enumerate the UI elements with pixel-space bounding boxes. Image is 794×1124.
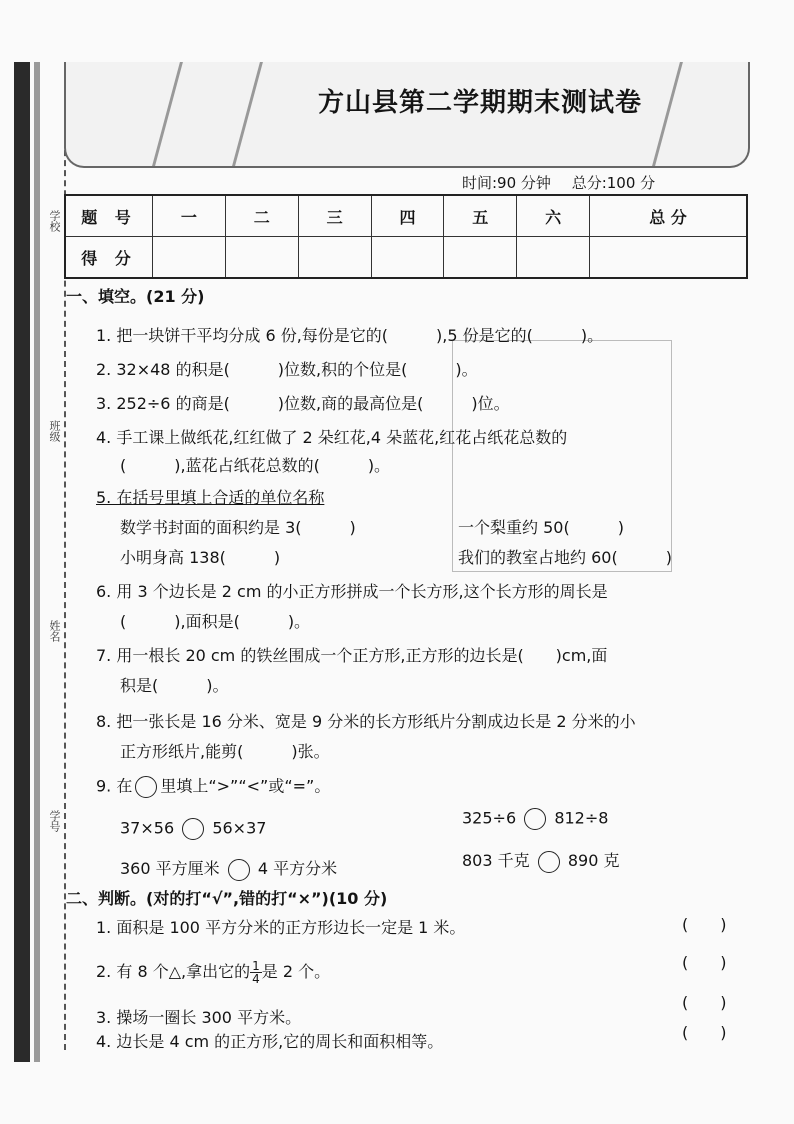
side-label-name: 姓名: [48, 620, 61, 642]
compare-item: [120, 856, 337, 881]
answer-bracket[interactable]: ( ): [682, 953, 727, 972]
judge-item-2-tail: 是 2 个。: [261, 962, 331, 981]
answer-circle[interactable]: [182, 818, 204, 840]
score-cell[interactable]: [371, 237, 444, 279]
compare-item: [462, 848, 619, 873]
banner-decoration: [232, 62, 263, 166]
judge-item-1: 1. 面积是 100 平方分米的正方形边长一定是 1 米。: [96, 918, 466, 937]
banner-decoration: [152, 62, 183, 166]
section-2-heading: 二、判断。(对的打“√”,错的打“×”)(10 分): [66, 889, 388, 908]
row-label: 得 分: [65, 237, 153, 279]
fraction-numerator: 1: [252, 959, 260, 973]
score-cell[interactable]: [153, 237, 226, 279]
compare-right: 56×37: [212, 818, 267, 838]
judge-item-2-lead: 2. 有 8 个△,拿出它的: [96, 962, 251, 981]
compare-right: 4 平方分米: [257, 859, 338, 878]
question-7: 7. 用一根长 20 cm 的铁丝围成一个正方形,正方形的边长是( )cm,面: [96, 646, 608, 665]
column-header: 四: [371, 195, 444, 237]
question-1: 1. 把一块饼干平均分成 6 份,每份是它的( ),5 份是它的( )。: [96, 326, 604, 345]
compare-left: 37×56: [120, 818, 175, 838]
compare-circle-icon: [135, 776, 157, 798]
score-cell[interactable]: [444, 237, 517, 279]
binding-strip: [14, 62, 30, 1062]
compare-item: [462, 808, 608, 830]
question-4-cont: ( ),蓝花占纸花总数的( )。: [120, 456, 391, 475]
compare-right: 812÷8: [554, 808, 609, 828]
answer-bracket[interactable]: ( ): [682, 1023, 727, 1042]
fraction: [250, 960, 262, 985]
compare-left: 803 千克: [462, 851, 530, 870]
compare-item: [120, 818, 266, 840]
question-9: [96, 776, 330, 798]
score-cell[interactable]: [225, 237, 298, 279]
column-header: 一: [153, 195, 226, 237]
fraction-denominator: 4: [252, 972, 260, 986]
page-title: 方山县第二学期期末测试卷: [318, 88, 643, 118]
compare-left: 360 平方厘米: [120, 859, 220, 878]
total-label: 总分:100 分: [571, 174, 656, 192]
question-8-cont: 正方形纸片,能剪( )张。: [120, 742, 330, 761]
score-table-score-row: [65, 237, 747, 279]
question-6-cont: ( ),面积是( )。: [120, 612, 311, 631]
column-header: 总 分: [590, 195, 747, 237]
side-label-class: 班级: [48, 420, 61, 442]
binding-strip-shadow: [34, 62, 40, 1062]
judge-item-4: 4. 边长是 4 cm 的正方形,它的周长和面积相等。: [96, 1032, 444, 1051]
question-6: 6. 用 3 个边长是 2 cm 的小正方形拼成一个长方形,这个长方形的周长是: [96, 582, 608, 601]
question-9-lead: 9. 在: [96, 776, 133, 796]
score-cell[interactable]: [298, 237, 371, 279]
score-table: [64, 194, 748, 279]
question-5-item: 小明身高 138( ): [120, 548, 281, 567]
question-3: 3. 252÷6 的商是( )位数,商的最高位是( )位。: [96, 394, 510, 413]
judge-item-3: 3. 操场一圈长 300 平方米。: [96, 1008, 302, 1027]
side-label-school: 学校: [48, 210, 61, 232]
answer-circle[interactable]: [538, 851, 560, 873]
banner-decoration: [652, 62, 683, 166]
judge-item-2: [96, 960, 330, 985]
score-cell[interactable]: [590, 237, 747, 279]
question-2: 2. 32×48 的积是( )位数,积的个位是( )。: [96, 360, 478, 379]
column-header: 三: [298, 195, 371, 237]
exam-meta: [462, 172, 671, 193]
section-1-heading: 一、填空。(21 分): [66, 287, 205, 306]
row-label: 题 号: [65, 195, 153, 237]
answer-circle[interactable]: [524, 808, 546, 830]
answer-circle[interactable]: [228, 859, 250, 881]
question-5: 5. 在括号里填上合适的单位名称: [96, 488, 325, 507]
question-9-tail: 里填上“>”“<”或“=”。: [160, 776, 331, 796]
score-table-header-row: [65, 195, 747, 237]
side-label-number: 学号: [48, 810, 61, 832]
score-cell[interactable]: [517, 237, 590, 279]
column-header: 五: [444, 195, 517, 237]
compare-right: 890 克: [567, 851, 620, 870]
compare-left: 325÷6: [462, 808, 517, 828]
answer-bracket[interactable]: ( ): [682, 993, 727, 1012]
question-8: 8. 把一张长是 16 分米、宽是 9 分米的长方形纸片分割成边长是 2 分米的小: [96, 712, 636, 731]
question-5-item: 数学书封面的面积约是 3( ): [120, 518, 356, 537]
column-header: 二: [225, 195, 298, 237]
column-header: 六: [517, 195, 590, 237]
question-5-item: 一个梨重约 50( ): [458, 518, 624, 537]
question-7-cont: 积是( )。: [120, 676, 229, 695]
question-5-item: 我们的教室占地约 60( ): [458, 548, 672, 567]
time-label: 时间:90 分钟: [462, 174, 551, 192]
question-4: 4. 手工课上做纸花,红红做了 2 朵红花,4 朵蓝花,红花占纸花总数的: [96, 428, 568, 447]
answer-bracket[interactable]: ( ): [682, 915, 727, 934]
